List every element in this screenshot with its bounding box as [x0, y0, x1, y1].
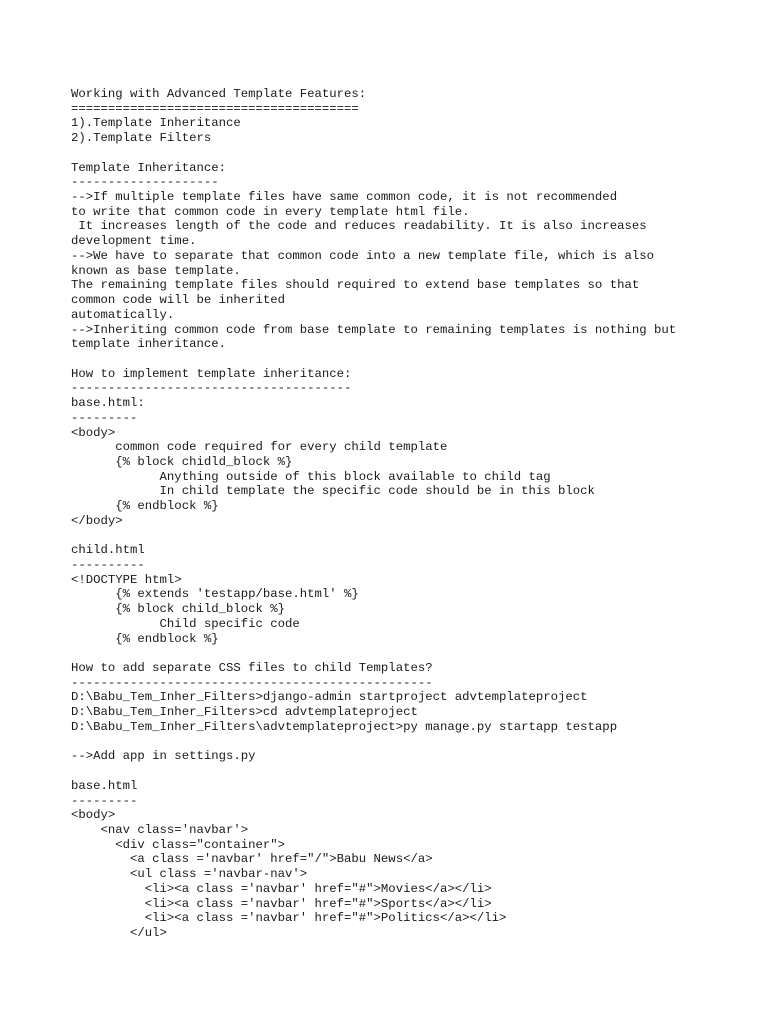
text-line: ---------- [71, 558, 145, 572]
text-line: -->If multiple template files have same common code, it is not recommended [71, 190, 618, 205]
text-line: <body> [71, 808, 116, 823]
text-line: <!DOCTYPE html> [71, 572, 182, 587]
text-line: It increases length of the code and reduces readability. It is also increases [71, 219, 647, 234]
text-line: {% extends 'testapp/base.html' %} [71, 587, 359, 602]
text-line: -->Add app in settings.py [71, 749, 256, 764]
text-line: automatically. [71, 307, 175, 322]
text-line: to write that common code in every template html file. [71, 204, 470, 219]
text-line: base.html: [71, 396, 145, 411]
text-line: --------- [71, 793, 138, 808]
text-line: {% block chidld_block %} [71, 454, 293, 469]
text-line: {% endblock %} [71, 499, 219, 514]
text-line: D:\Babu_Tem_Inher_Filters>cd advtemplateproject [71, 705, 418, 720]
text-line [71, 146, 761, 161]
text-line: </ul> [71, 925, 167, 940]
text-line: Anything outside of this block available to child tag [71, 469, 551, 484]
text-line [71, 764, 761, 779]
text-line [71, 352, 761, 367]
text-line: <li><a class ='navbar' href="#">Sports</a></li> [71, 896, 492, 911]
text-line: -------------------------------------- [71, 381, 352, 396]
text-line: In child template the specific code should be in this block [71, 484, 595, 499]
text-line: <body> [71, 425, 116, 440]
text-line: <ul class ='navbar-nav'> [71, 867, 308, 882]
text-line: How to add separate CSS files to child Templates? [71, 661, 433, 676]
text-line: <li><a class ='navbar' href="#">Politics</a></li> [71, 911, 507, 926]
text-line [71, 735, 761, 750]
text-line [71, 646, 761, 661]
text-line: {% block child_block %} [71, 602, 286, 617]
text-line: common code required for every child template [71, 440, 448, 455]
text-line: <li><a class ='navbar' href="#">Movies</a></li> [71, 881, 492, 896]
text-line: development time. [71, 234, 197, 249]
text-line: base.html [71, 778, 138, 793]
text-line: </body> [71, 513, 123, 528]
text-line: --------- [71, 410, 138, 425]
text-line: How to implement template inheritance: [71, 366, 352, 381]
text-line: Template Inheritance: [71, 160, 226, 175]
text-line: -------------------- [71, 175, 219, 190]
text-line: {% endblock %} [71, 631, 219, 646]
text-line: -->Inheriting common code from base template to remaining templates is nothing but [71, 322, 677, 337]
text-line [71, 529, 761, 544]
text-line: child.html [71, 543, 145, 558]
text-line: Child specific code [71, 616, 300, 631]
text-line: <a class ='navbar' href="/">Babu News</a> [71, 852, 433, 867]
text-line: ------------------------------------------------- [71, 675, 433, 690]
text-line: 1).Template Inheritance [71, 116, 241, 131]
text-line: -->We have to separate that common code into a new template file, which is also [71, 248, 654, 263]
text-line: <nav class='navbar'> [71, 822, 249, 837]
text-line: common code will be inherited [71, 293, 286, 308]
document-text [71, 87, 761, 941]
text-line: 2).Template Filters [71, 131, 212, 146]
text-line: known as base template. [71, 263, 241, 278]
text-line: D:\Babu_Tem_Inher_Filters>django-admin startproject advtemplateproject [71, 690, 588, 705]
text-line: Working with Advanced Template Features: [71, 87, 367, 101]
text-line: <div class="container"> [71, 837, 286, 852]
text-line: The remaining template files should required to extend base templates so that [71, 278, 640, 293]
text-line: ======================================= [71, 101, 359, 116]
text-line: D:\Babu_Tem_Inher_Filters\advtemplateproject>py manage.py startapp testapp [71, 719, 618, 734]
text-line: template inheritance. [71, 337, 226, 352]
